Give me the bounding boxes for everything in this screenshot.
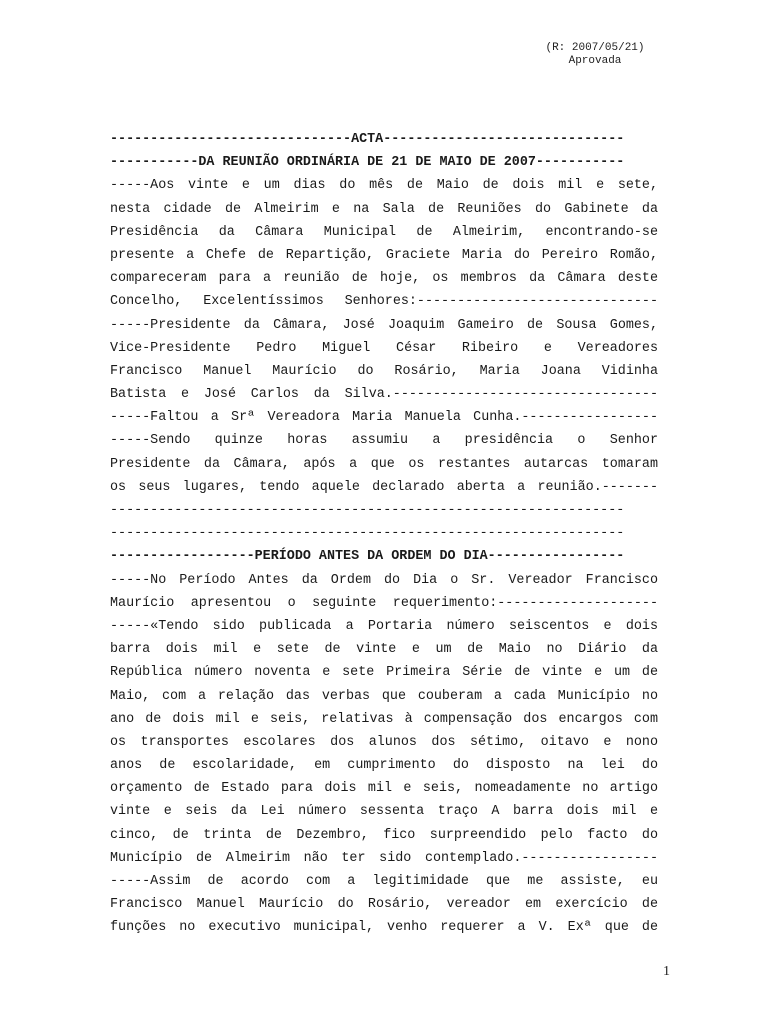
text-line: ano de dois mil e seis, relativas à compensação dos encargos com [110,711,658,727]
text-line: presente a Chefe de Repartição, Graciete Maria do Pereiro Romão, [110,247,658,263]
page-number: 1 [663,964,670,979]
text-line: Maio, com a relação das verbas que couberam a cada Município no [110,688,658,704]
text-line: funções no executivo municipal, venho requerer a V. Exª que de [110,920,658,936]
text-line: Francisco Manuel Maurício do Rosário, Maria Joana Vidinha [110,363,658,379]
text-line: nesta cidade de Almeirim e na Sala de Reuniões do Gabinete da [110,201,658,217]
text-line: -----Assim de acordo com a legitimidade que me assiste, eu [110,874,658,889]
minutes-body [110,128,658,940]
text-line: vinte e seis da Lei número sessenta traço A barra dois mil e [110,804,658,820]
text-line: ---------------------------------------------------------------- [110,503,625,518]
text-line: -----«Tendo sido publicada a Portaria número seiscentos e dois [110,618,658,634]
text-line: Concelho, Excelentíssimos Senhores:------------------------------ [110,294,658,310]
text-line: Maurício apresentou o seguinte requerimento:-------------------- [110,595,658,611]
text-line: República número noventa e sete Primeira Série de vinte e um de [110,665,658,681]
text-line: os seus lugares, tendo aquele declarado aberta a reunião.------- [110,479,658,495]
text-line: barra dois mil e sete de vinte e um de Maio no Diário da [110,642,658,658]
text-line: Batista e José Carlos da Silva.--------------------------------- [110,387,658,403]
section-heading-line: ------------------PERÍODO ANTES DA ORDEM DO DIA----------------- [110,549,625,565]
section-heading-line: ------------------------------ACTA------------------------------ [110,132,625,147]
text-line: -----No Período Antes da Ordem do Dia o Sr. Vereador Francisco [110,572,658,588]
text-line: Vice-Presidente Pedro Miguel César Ribeiro e Vereadores [110,340,658,356]
text-line: -----Faltou a Srª Vereadora Maria Manuela Cunha.----------------- [110,410,658,426]
section-heading-line: -----------DA REUNIÃO ORDINÁRIA DE 21 DE MAIO DE 2007----------- [110,155,625,171]
text-line: os transportes escolares dos alunos dos sétimo, oitavo e nono [110,734,658,750]
text-line: anos de escolaridade, em cumprimento do disposto na lei do [110,758,658,774]
text-line: -----Aos vinte e um dias do mês de Maio de dois mil e sete, [110,178,658,194]
text-line: Francisco Manuel Maurício do Rosário, vereador em exercício de [110,897,658,913]
text-line: -----Sendo quinze horas assumiu a presidência o Senhor [110,433,658,449]
text-line: orçamento de Estado para dois mil e seis, nomeadamente no artigo [110,781,658,797]
text-line: ---------------------------------------------------------------- [110,526,625,542]
text-line: -----Presidente da Câmara, José Joaquim Gameiro de Sousa Gomes, [110,317,658,333]
text-line: compareceram para a reunião de hoje, os membros da Câmara deste [110,271,658,287]
text-line: Município de Almeirim não ter sido contemplado.----------------- [110,850,658,866]
approval-status: Aprovada [568,55,622,67]
revision-reference: (R: 2007/05/21) [545,42,645,54]
text-line: cinco, de trinta de Dezembro, fico surpreendido pelo facto do [110,827,658,843]
text-line: Presidência da Câmara Municipal de Almeirim, encontrando-se [110,224,658,240]
text-line: Presidente da Câmara, após a que os restantes autarcas tomaram [110,456,658,472]
approval-stamp [520,42,670,68]
